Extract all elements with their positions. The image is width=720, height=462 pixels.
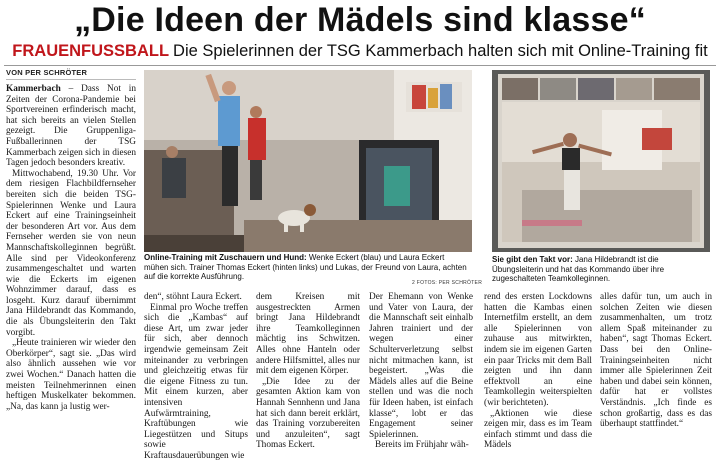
caption-left-text: Wenke Eckert (blau) und Laura Eckert mühen sich. Trainer Thomas Eckert (hinten links) und Lukas, der Freund von Laura, achten auf die korrekte Ausführung. <box>144 253 467 282</box>
subheadline <box>0 41 720 61</box>
article-column-1 <box>6 84 136 423</box>
paragraph: den“, stöhnt Laura Eckert. <box>144 292 242 302</box>
article-column-5 <box>484 292 592 451</box>
paragraph: Bereits im Frühjahr wäh- <box>375 440 469 451</box>
paragraph: dem Kreisen mit ausgestreckten Armen bringt Jana Hildebrandt ihre Teamkolleginnen mächtig ins Schwitzen. Alles ohne Hanteln oder andere Hilfsmittel, alles nur mit dem eigenen Körper. <box>256 292 360 377</box>
paragraph: Mittwochabend, 19.30 Uhr. Vor dem riesigen Flachbildfernseher bereiten sich die beiden TSG-Spielerinnen Wenke und Laura Eckert auf eine Trainingseinheit der besonderen Art vor. Aus dem Fernseher werden sie von neun Mannschaftskolleginnen begrüßt. Alle sind per Videokonferenz zusammengeschaltet und warten wie die Eckerts im eigenen Wohnzimmer darauf, dass es losgeht. Kurz darauf übernimmt Jana Hildebrandt das Kommando, die als Übungsleiterin den Takt vorgibt. <box>6 168 136 338</box>
photo-video-conference-trainer <box>492 70 710 252</box>
subheadline-text: Die Spielerinnen der TSG Kammerbach halten sich mit Online-Training fit <box>173 42 708 60</box>
author-line: VON PER SCHRÖTER <box>6 68 88 77</box>
section-kicker: FRAUENFUSSBALL <box>12 42 170 60</box>
caption-right <box>492 255 710 284</box>
paragraph: „Heute trainieren wir wieder den Oberkörper“, sagt sie. „Das wird also ähnlich aussehen wie vor zwei Wochen.“ Danach hatten die meisten Teilnehmerinnen einen heftigen Muskelkater bekommen. „Na, das kann ja lustig wer- <box>6 338 136 412</box>
caption-left-title: Online-Training mit Zuschauern und Hund: <box>144 253 307 262</box>
caption-right-title: Sie gibt den Takt vor: <box>492 255 573 264</box>
headline: „Die Ideen der Mädels sind klasse“ <box>74 1 646 39</box>
photo-image <box>492 70 710 252</box>
paragraph: Einmal pro Woche treffen sich die „Kambas“ auf diese Art, um zwar jeder für sich, aber dennoch irgendwie gemeinsam Zeit miteinander zu verbringen und gleichzeitig etwas für die eigene Fitness zu tun. Mit einem kurzen, aber intensiven Aufwärmtraining, Kraftübungen wie Liegestützen und Situps sowie Kraftausdauerübungen wie <box>144 302 248 461</box>
article-column-4 <box>369 292 473 451</box>
photo-image <box>144 70 472 252</box>
caption-left <box>144 253 470 282</box>
article-column-2 <box>144 292 248 461</box>
lead-paragraph <box>6 84 136 169</box>
article-column-3 <box>256 292 360 451</box>
photo-credit: 2 FOTOS: PER SCHRÖTER <box>412 280 483 286</box>
photo-online-training-living-room <box>144 70 472 252</box>
paragraph: „Die Idee zu der gesamten Aktion kam von Hannah Sennhenn und Jana hat sich dann bereit erklärt, das Training vorzubereiten und anzuleiten“, sagt Thomas Eckert. <box>256 376 360 451</box>
paragraph: Der Ehemann von Wenke und Vater von Laura, der die Mannschaft seit einhalb Jahren trainiert und der wegen einer Schulterverletzung selbst nicht mitmachen kann, ist begeistert. „Was die Mädels alles auf die Beine stellen und was die noch für Ideen haben, ist einfach klasse“, lobt er das Engagement seiner Spielerinnen. <box>369 292 473 440</box>
paragraph: rend des ersten Lockdowns hatten die Kambas einen Internetfilm erstellt, an dem alle Spielerinnen von zuhause aus mitwirkten, indem sie im eigenen Garten ein paar Tricks mit dem Ball zeigten und ihn dann effektvoll an eine Teamkollegin weiterspielten (wir berichteten). <box>484 292 592 408</box>
lead-text: – Dass Not in Zeiten der Corona-Pandemie bei Sportvereinen erfinderisch macht, hat sich bereits an vielen Stellen gezeigt. Die Gruppenliga-Fußballerinnen der TSG Kammerbach zeigen sich in diesen Tagen jedoch besonders kreativ. <box>6 84 136 169</box>
dateline: Kammerbach <box>6 84 61 94</box>
paragraph: „Aktionen wie diese zeigen mir, dass es im Team einfach stimmt und dass die Mädels <box>484 408 592 451</box>
author-rule <box>6 79 136 80</box>
caption-right-text: Jana Hildebrandt ist die Übungsleiterin und hat das Kommando über ihre zugeschalteten Teamkolleginnen. <box>492 255 665 284</box>
paragraph: alles dafür tun, um auch in solchen Zeiten wie diesen zusammenhalten, um trotz allem Spaß miteinander zu haben“, sagt Thomas Eckert. Dass bei den Online-Trainingseinheiten nicht immer alle Spielerinnen Zeit haben und dabei sein können, dafür hat er vollstes Verständnis. „Ich finde es schon großartig, dass es das überhaupt stattfindet.“ <box>600 292 712 430</box>
header-rule <box>4 65 716 66</box>
article-column-6 <box>600 292 712 430</box>
